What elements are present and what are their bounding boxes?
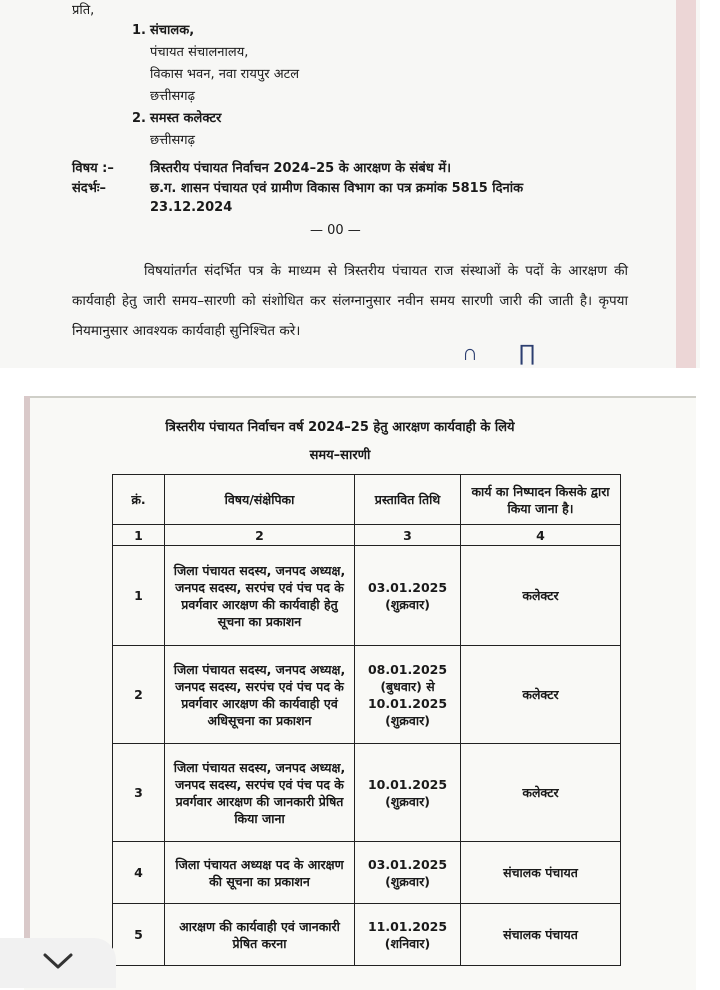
- schedule-title: [130, 414, 550, 470]
- schedule-title-line-2: समय–सारणी: [309, 448, 371, 463]
- page-edge-strip: [676, 0, 696, 368]
- recipient-1-line-3: विकास भवन, नवा रायपुर अटल: [150, 67, 300, 82]
- table-header-row: [113, 475, 621, 525]
- reference-text-line-1: छ.ग. शासन पंचायत एवं ग्रामीण विकास विभाग का पत्र क्रमांक 5815 दिनांक: [150, 181, 524, 196]
- subject-text: त्रिस्तरीय पंचायत निर्वाचन 2024–25 के आरक्षण के संबंध में।: [150, 161, 452, 176]
- column-number-cell: 4: [461, 525, 621, 546]
- row-subject: जिला पंचायत सदस्य, जनपद अध्यक्ष, जनपद सदस्य, सरपंच एवं पंच पद के प्रवर्गवार आरक्षण की जानकारी प्रेषित किया जाना: [165, 744, 355, 842]
- reference-text-line-2: 23.12.2024: [150, 200, 233, 215]
- row-date: 11.01.2025 (शनिवार): [355, 904, 461, 966]
- schedule-title-line-1: त्रिस्तरीय पंचायत निर्वाचन वर्ष 2024–25 हेतु आरक्षण कार्यवाही के लिये: [165, 420, 515, 435]
- recipient-2-number: 2.: [132, 111, 146, 126]
- schedule-table: [112, 474, 621, 966]
- row-executor: कलेक्टर: [461, 744, 621, 842]
- recipient-1-line-1: संचालक,: [150, 23, 195, 38]
- row-executor: संचालक पंचायत: [461, 904, 621, 966]
- table-row: [113, 546, 621, 646]
- recipient-1-line-4: छत्तीसगढ़: [150, 89, 195, 104]
- row-number: 3: [113, 744, 165, 842]
- column-number-cell: 1: [113, 525, 165, 546]
- header-cell: प्रस्तावित तिथि: [355, 475, 461, 525]
- collapse-button[interactable]: [0, 938, 116, 988]
- column-number-row: [113, 525, 621, 546]
- subject-label: विषय :–: [72, 161, 114, 176]
- row-number: 1: [113, 546, 165, 646]
- table-row: [113, 744, 621, 842]
- recipient-2-line-2: छत्तीसगढ़: [150, 133, 195, 148]
- prati-label: प्रति,: [72, 3, 95, 18]
- column-number-cell: 2: [165, 525, 355, 546]
- row-subject: जिला पंचायत सदस्य, जनपद अध्यक्ष, जनपद सदस्य, सरपंच एवं पंच पद के प्रवर्गवार आरक्षण की कार्यवाही हेतु सूचना का प्रकाशन: [165, 546, 355, 646]
- row-number: 5: [113, 904, 165, 966]
- row-executor: कलेक्टर: [461, 646, 621, 744]
- header-cell: कार्य का निष्पादन किसके द्वारा किया जाना है।: [461, 475, 621, 525]
- table-row: [113, 842, 621, 904]
- table-row: [113, 646, 621, 744]
- row-subject: आरक्षण की कार्यवाही एवं जानकारी प्रेषित करना: [165, 904, 355, 966]
- row-number: 2: [113, 646, 165, 744]
- table-row: [113, 904, 621, 966]
- reference-label: संदर्भः–: [72, 181, 106, 196]
- row-date: 03.01.2025 (शुक्रवार): [355, 842, 461, 904]
- recipient-1-number: 1.: [132, 23, 146, 38]
- row-executor: संचालक पंचायत: [461, 842, 621, 904]
- row-date: 10.01.2025 (शुक्रवार): [355, 744, 461, 842]
- signature-mark: ∏: [518, 341, 537, 366]
- row-date: 03.01.2025 (शुक्रवार): [355, 546, 461, 646]
- column-number-cell: 3: [355, 525, 461, 546]
- row-subject: जिला पंचायत अध्यक्ष पद के आरक्षण की सूचना का प्रकाशन: [165, 842, 355, 904]
- row-executor: कलेक्टर: [461, 546, 621, 646]
- schedule-page-shadow: [24, 396, 30, 988]
- recipient-2-line-1: समस्त कलेक्टर: [150, 111, 222, 126]
- chevron-down-icon: [41, 951, 75, 975]
- row-number: 4: [113, 842, 165, 904]
- header-cell: क्रं.: [113, 475, 165, 525]
- recipient-1-line-2: पंचायत संचालनालय,: [150, 45, 249, 60]
- separator: — 00 —: [310, 223, 361, 238]
- row-date: 08.01.2025 (बुधवार) से 10.01.2025 (शुक्रवार): [355, 646, 461, 744]
- header-cell: विषय/संक्षेपिका: [165, 475, 355, 525]
- letter-body: विषयांतर्गत संदर्भित पत्र के माध्यम से त्रिस्तरीय पंचायत राज संस्थाओं के पदों के आरक्षण की कार्यवाही हेतु जारी समय–सारणी को संशोधित कर संलग्नानुसार नवीन समय सारणी जारी की जाती है। कृपया नियमानुसार आवश्यक कार्यवाही सुनिश्चित करे।: [72, 263, 628, 339]
- signature-mark: ∩: [462, 341, 478, 366]
- row-subject: जिला पंचायत सदस्य, जनपद अध्यक्ष, जनपद सदस्य, सरपंच एवं पंच पद के प्रवर्गवार आरक्षण की कार्यवाही एवं अधिसूचना का प्रकाशन: [165, 646, 355, 744]
